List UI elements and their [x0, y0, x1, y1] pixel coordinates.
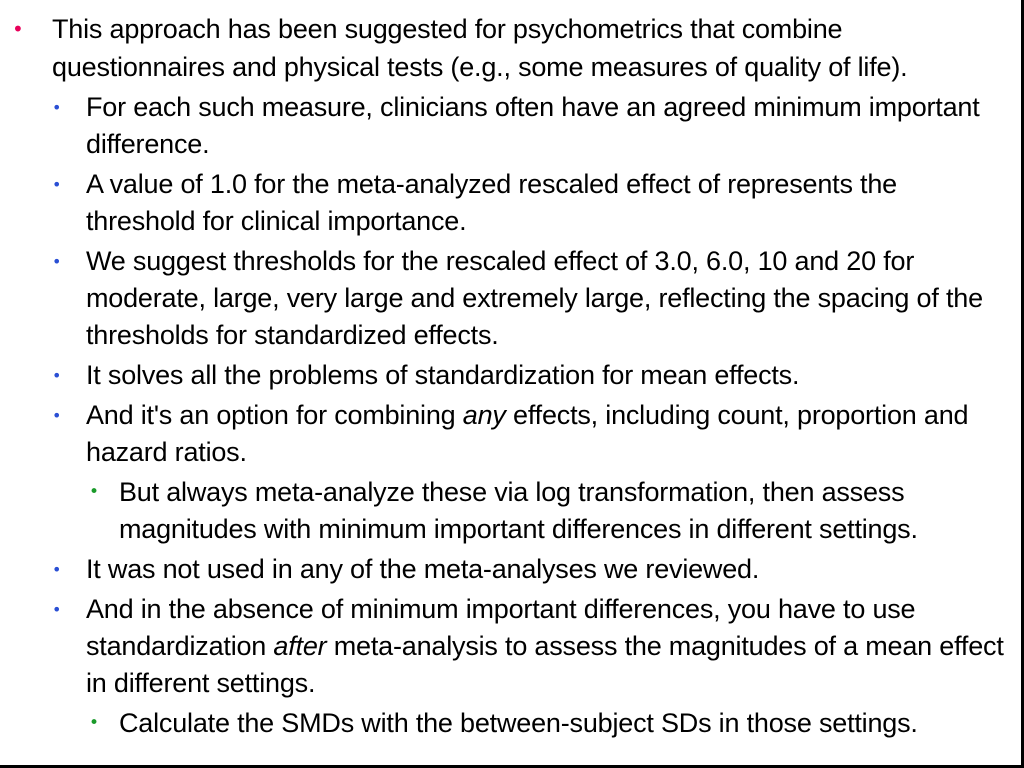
bullet-text: We suggest thresholds for the rescaled effect of 3.0, 6.0, 10 and 20 for moderate, large, very large and extremely large, reflecting the spacing of the thresholds for standardized effects. [86, 246, 983, 350]
bullet-text: It was not used in any of the meta-analyses we reviewed. [86, 554, 760, 584]
bullet-item-level2 [0, 243, 1010, 354]
bullet-level1-icon: • [12, 17, 24, 41]
bullet-item-level3 [0, 474, 1010, 548]
bullet-item-level2 [0, 397, 1010, 471]
emphasis-text: after [273, 631, 327, 661]
bullet-text: This approach has been suggested for psychometrics that combine questionnaires and physical tests (e.g., some measures of quality of life). [52, 14, 908, 82]
bullet-item-level2 [0, 357, 1010, 394]
bullet-item-level2 [0, 89, 1010, 163]
bullet-level2-icon: • [52, 175, 62, 194]
bullet-item-level1 [0, 10, 1010, 86]
bullet-text-before: And it's an option for combining [86, 400, 463, 430]
bullet-level2-icon: • [52, 406, 62, 425]
bullet-text: It solves all the problems of standardization for mean effects. [86, 360, 800, 390]
bullet-text-after: meta-analysis to assess the magnitudes of a mean effect in different settings. [86, 631, 1004, 698]
bullet-level2-icon: • [52, 560, 62, 579]
bullet-level2-icon: • [52, 252, 62, 271]
bullet-text: For each such measure, clinicians often have an agreed minimum important difference. [86, 92, 980, 159]
bullet-text-before: And in the absence of minimum important differences, you have to use standardization [86, 594, 916, 661]
emphasis-text: any [462, 400, 506, 430]
bullet-text: Calculate the SMDs with the between-subject SDs in those settings. [119, 708, 918, 738]
bullet-item-level2 [0, 551, 1010, 588]
bullet-text: But always meta-analyze these via log transformation, then assess magnitudes with minimum important differences in different settings. [119, 477, 918, 544]
bullet-item-level3 [0, 705, 1010, 742]
bullet-text: A value of 1.0 for the meta-analyzed rescaled effect of represents the threshold for clinical importance. [86, 169, 897, 236]
bullet-level2-icon: • [52, 600, 62, 619]
bullet-level2-icon: • [52, 366, 62, 385]
bullet-item-level2 [0, 591, 1010, 702]
bullet-item-level2 [0, 166, 1010, 240]
bullet-level3-icon: • [89, 482, 99, 502]
bullet-level3-icon: • [89, 713, 99, 733]
bullet-list [0, 10, 1010, 742]
bullet-level2-icon: • [52, 98, 62, 117]
bullet-text-after: effects, including count, proportion and hazard ratios. [86, 400, 969, 467]
